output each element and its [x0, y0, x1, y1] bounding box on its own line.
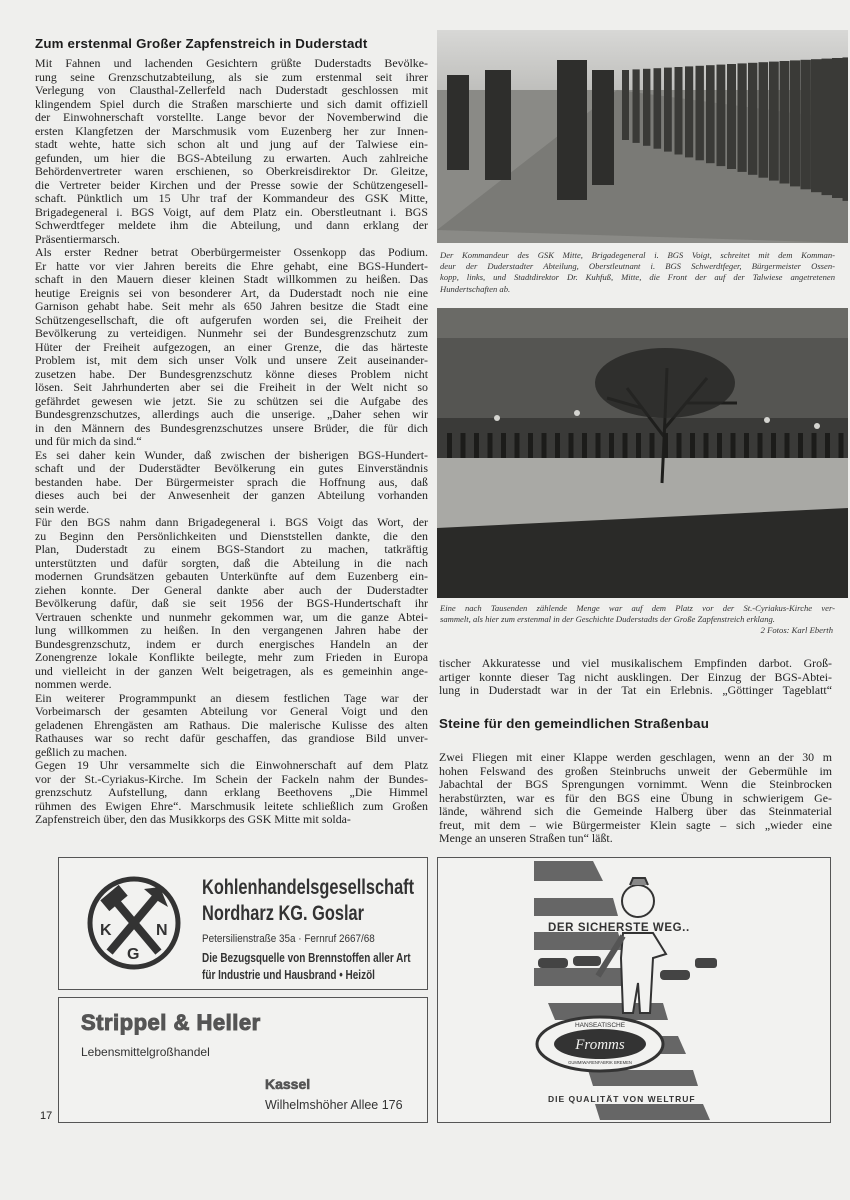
soldier-figure — [488, 433, 493, 458]
text-line: sammelt, als hier zum erstenmal in der Geschichte Duderstadts der Große Zapfenstreich erklang. — [440, 614, 775, 625]
ad-kohlenhandelsgesellschaft — [58, 857, 428, 990]
paragraph — [35, 692, 428, 760]
text-line: ersten Klangfetzen der Marschmusik vom Euzenberg her zur Innen- — [35, 124, 428, 138]
article2-title: Steine für den gemeindlichen Straßenbau — [439, 716, 710, 731]
text-line: vor der St.-Cyriakus-Kirche. Im Schein der Fackeln nahm der Bundes- — [35, 772, 428, 786]
soldier-figure — [675, 67, 683, 155]
text-line: lände, während sich die Gemeinde Halberg über das Steinmaterial — [439, 805, 832, 818]
fromms-headline: DER SICHERSTE WEG.. — [548, 922, 690, 934]
kgn-logo-icon — [86, 875, 182, 971]
fromms-oval-top: HANSEATISCHE — [574, 1022, 626, 1029]
logo-letter-k: K — [100, 922, 112, 939]
text-line: Er hatte vor vier Jahren bereits die Ehre gehabt, eine BGS-Hundert- — [35, 259, 428, 273]
text-line: modernen Grundsätzen gebauten Unterkünfte auf dem Euzenberg ein- — [35, 570, 428, 583]
text-line: und vielleicht in der ganzen Welt beigetragen, als es gemeinhin ange- — [35, 664, 428, 678]
soldier-figure — [622, 70, 629, 140]
text-line: die Vertreter beider Kirchen und der Presse sowie der Schützengesell- — [35, 178, 428, 192]
article-body-left — [35, 57, 428, 827]
text-line: Der Kommandeur des GSK Mitte, Brigadegeneral i. BGS Voigt, schreitet mit dem Komman- — [440, 250, 835, 260]
soldier-figure — [811, 59, 822, 192]
text-line: Zapfenstreich über, den das Musikkorps des GSK Mitte mit solda- — [35, 813, 351, 826]
soldier-figure — [609, 433, 614, 458]
ad-slogan-2: für Industrie und Hausbrand • Heizöl — [202, 968, 375, 982]
soldier-figure — [664, 68, 672, 152]
text-line: sein werde. — [35, 502, 90, 516]
article-title: Zum erstenmal Großer Zapfenstreich in Duderstadt — [35, 36, 368, 51]
soldier-figure — [650, 433, 655, 458]
text-line: zu Beginn den Persönlichkeiten und Dienststellen dankte, die den — [35, 529, 428, 543]
soldier-figure — [474, 433, 479, 458]
text-line: Bevölkerung zu verteidigen. Nunmehr sei der Bundesgrenzschutz zum — [35, 327, 428, 340]
text-line: in den Männern des Bundesgrenzschutzes unsere Brüder, die für dich — [35, 421, 428, 435]
text-line: schaft. Pünktlich um 15 Uhr traf der Kommandeur des GSK Mitte, — [35, 192, 428, 205]
soldier-figure — [780, 61, 790, 184]
soldier-figure — [832, 58, 843, 198]
text-line: stadt wehte, hatte sich schon alt und jung auf der Talwiese ein- — [35, 138, 428, 151]
ad-company-name: Strippel & Heller — [81, 1010, 261, 1035]
text-line: freut, mit dem – wie Bürgermeister Klein sagte – sich „wieder eine — [439, 818, 832, 832]
paragraph — [35, 246, 428, 449]
ad-street: Wilhelmshöher Allee 176 — [265, 1098, 403, 1112]
paragraph — [35, 57, 428, 246]
text-line: Problem ist, mit dem sich unser Volk und unsere Zeit auseinander- — [35, 354, 428, 367]
soldier-figure — [843, 57, 849, 201]
text-line: Zonengrenze lokale Konflikte beilegte, mehr zum Frieden in Europa — [35, 651, 428, 664]
ad-slogan-1: Die Bezugsquelle von Brennstoffen aller Art — [202, 951, 411, 965]
soldier-figure — [555, 433, 560, 458]
ad-city: Kassel — [265, 1076, 311, 1092]
soldier-figure — [569, 433, 574, 458]
text-line: nommen werde. — [35, 678, 112, 691]
text-line: bestanden habe. Der Bürgermeister sprach die Hoffnung aus, daß — [35, 475, 428, 489]
soldier-figure — [515, 433, 520, 458]
soldier-figure — [654, 68, 662, 149]
ad-address: Petersilienstraße 35a · Fernruf 2667/68 — [202, 933, 375, 945]
text-line: klingendem Spiel durch die Straßen marschierte und sich damit offiziell — [35, 97, 428, 111]
paragraph — [35, 449, 428, 517]
text-line: herabstürzten, war es für den BGS eine Übung in schwierigem Ge- — [439, 791, 832, 805]
soldier-figure — [636, 433, 641, 458]
text-line: heutige Ereignis sei von besonderer Art, da Duderstadt noch nie eine — [35, 286, 428, 300]
logo-letter-n: N — [156, 922, 168, 939]
text-line: Schützengesellschaft, die oft aufgerufen worden sei, die Freiheit der — [35, 313, 428, 327]
soldier-figure — [633, 69, 640, 142]
soldier-figure — [461, 433, 466, 458]
soldier-figure — [801, 60, 811, 190]
soldier-figure — [812, 433, 817, 458]
text-line: Bundesgrenzschutzes, allerdings auch die unserige. „Daher sehen wir — [35, 408, 428, 421]
soldier-figure — [738, 63, 747, 171]
soldier-figure — [825, 433, 830, 458]
photo1-caption — [440, 250, 835, 295]
text-line: Menge an unseren Straßen tun“ läßt. — [439, 832, 613, 845]
soldier-figure — [727, 64, 736, 169]
soldier-figure — [748, 63, 757, 175]
text-line: dieses auch bei der Anwesenheit der ganzen Abteilung vorhanden — [35, 489, 428, 502]
text-line: schaft in den Mauern dieser kleinen Stadt willkommen zu heißen. Das — [35, 273, 428, 286]
text-line: gefährdet gewesen wie jetzt. Sie zu schützen sei die Aufgabe des — [35, 394, 428, 408]
text-line: Verlegung von Clausthal-Zellerfeld nach Duderstadt geschlossen mit — [35, 84, 428, 97]
soldier-figure — [758, 433, 763, 458]
text-line: Als erster Redner betrat Oberbürgermeister Ossenkopp das Podium. — [35, 246, 428, 259]
fromms-oval-bottom: GUMMIWARENFABRIK BREMEN — [568, 1060, 632, 1065]
text-line: Es sei daher kein Wunder, daß zwischen der bisherigen BGS-Hundert- — [35, 448, 428, 462]
text-line: Gegen 19 Uhr versammelte sich die Einwohnerschaft auf dem Platz — [35, 759, 428, 772]
article-body-right — [439, 657, 832, 698]
soldier-figure — [822, 59, 833, 196]
soldier-figure — [623, 433, 628, 458]
photo-credit: 2 Fotos: Karl Eberth — [760, 625, 833, 635]
text-line: Für den BGS nahm dann Brigadegeneral i. BGS Voigt das Wort, der — [35, 516, 428, 529]
soldier-figure — [717, 433, 722, 458]
ad-company-name: Kohlenhandelsgesellschaft — [202, 876, 415, 899]
soldier-figure — [542, 433, 547, 458]
soldier-figure — [759, 62, 769, 178]
text-line: tischer Akkuratesse und viel musikalischem Empfinden darbot. Groß- — [439, 657, 832, 670]
text-line: artiger konnte dieser Tag nicht ausklingen. Der Einzug der BGS-Abtei- — [439, 670, 832, 684]
soldier-figure — [582, 433, 587, 458]
page-number: 17 — [40, 1110, 53, 1122]
text-line: Jabachtal der BGS Sprengungen vornimmt. Wenn die Steinbrocken — [439, 778, 832, 791]
ad-fromms — [437, 857, 831, 1123]
text-line: Hundertschaften ab. — [440, 283, 511, 294]
text-line: Vorbeimarsch der gesamten Abteilung vor General Voigt und den — [35, 705, 428, 718]
text-line: Behördenvertreter waren erschienen, so Oberkreisdirektor Dr. Gleitze, — [35, 165, 428, 178]
soldier-figure — [771, 433, 776, 458]
soldier-figure — [501, 433, 506, 458]
text-line: der Einwohnerschaft vorstellte. Lange bevor der Novemberwind die — [35, 111, 428, 124]
ad-strippel-heller — [58, 997, 428, 1123]
soldier-figure — [769, 62, 779, 181]
text-line: grenzschutz Aufstellung, dann erklang Beethovens „Die Himmel — [35, 786, 428, 799]
text-line: geladenen Ehrengästen am Rathaus. Die malerische Kulisse des alten — [35, 718, 428, 732]
photo2-caption — [440, 603, 835, 625]
soldier-figure — [798, 433, 803, 458]
text-line: gefunden, um hier die BGS-Abteilung zu erwarten. Auch zahlreiche — [35, 151, 428, 165]
article2-body — [439, 751, 832, 846]
text-line: rühmen des Ewigen Ehre“. Marschmusik leitete schließlich zum Großen — [35, 799, 428, 813]
text-line: Zwei Fliegen mit einer Klappe werden geschlagen, wenn an der 30 m — [439, 751, 832, 764]
text-line: lösen. Seit Jahrhunderten aber sei die Freiheit in der Welt nicht so — [35, 381, 428, 394]
ad-company-location: Nordharz KG. Goslar — [202, 902, 365, 925]
text-line: lung willkommen zu heißen. In den vergangenen Jahren habe der — [35, 624, 428, 637]
text-line: Garnison gehabt habe. Seit mehr als 650 Jahren besitze die Stadt eine — [35, 300, 428, 313]
text-line: Präsentiermarsch. — [35, 232, 120, 246]
text-line: ziehen konnte. Der General dankte aber auch der Duderstadter — [35, 583, 428, 597]
soldier-figure — [643, 69, 650, 146]
text-line: kopp, links, und Stadtdirektor Dr. Kuhfuß, Mitte, die Front der auf der Talwiese angetretenen — [440, 272, 835, 283]
fromms-tagline: DIE QUALITÄT VON WELTRUF — [548, 1094, 696, 1104]
soldier-figure — [706, 65, 715, 163]
ad-subtitle: Lebensmittelgroßhandel — [81, 1045, 210, 1059]
text-line: Plan, Duderstadt zu einem BGS-Standort zu machen, tatkräftig — [35, 543, 428, 556]
text-line: hohen Felswand des großen Steinbruchs unweit der Gebermühle im — [439, 764, 832, 778]
soldier-figure — [663, 433, 668, 458]
text-line: und für mich da sind.“ — [35, 435, 142, 448]
photo-parade-talwiese — [437, 30, 848, 243]
soldier-figure — [731, 433, 736, 458]
text-line: Ein weiterer Programmpunkt an diesem festlichen Tage war der — [35, 691, 428, 705]
soldier-figure — [744, 433, 749, 458]
text-line: deur der Duderstadter Abteilung, Oberstleutnant i. BGS Schwerdtfeger, Bürgermeister Ossen- — [440, 261, 835, 272]
text-line: geßlich zu machen. — [35, 745, 128, 759]
soldier-figure — [447, 433, 452, 458]
photo-zapfenstreich-night — [437, 308, 848, 598]
soldier-figure — [696, 66, 704, 161]
soldier-figure — [677, 433, 682, 458]
text-line: Rathauses war so recht dafür geschaffen, das grandiose Bild unver- — [35, 732, 428, 745]
text-line: Brigadegeneral i. BGS Voigt, auf dem Platz ein. Oberstleutnant i. BGS — [35, 205, 428, 219]
text-line: Vertrauen schenkte und nunmehr gekommen war, um die ganze Abtei- — [35, 610, 428, 624]
soldier-figure — [704, 433, 709, 458]
text-line: zusetzen habe. Der Bundesgrenzschutz könne dieses Problem nicht — [35, 367, 428, 381]
logo-letter-g: G — [127, 946, 140, 963]
paragraph — [35, 759, 428, 827]
soldier-figure — [790, 60, 800, 186]
paragraph — [35, 516, 428, 692]
text-line: lung in Duderstadt war in der Tat ein Erlebnis. „Göttinger Tageblatt“ — [439, 684, 832, 697]
soldier-figure — [717, 65, 726, 167]
soldier-figure — [785, 433, 790, 458]
soldier-figure — [528, 433, 533, 458]
text-line: Mit Fahnen und lachenden Gesichtern grüßte Duderstadts Bevölke- — [35, 57, 428, 70]
text-line: Bevölkerung dafür, daß sie seit 1956 der BGS-Hundertschaft ihr — [35, 597, 428, 610]
text-line: Bundesgrenzschutz, indem er durch energisches Handeln an der — [35, 637, 428, 651]
fromms-brand: Fromms — [575, 1037, 625, 1053]
text-line: Eine nach Tausenden zählende Menge war auf dem Platz vor der St.-Cyriakus-Kirche ver- — [440, 603, 835, 613]
text-line: rung seine Grenzschutzabteilung, als sie zum erstenmal seit ihrer — [35, 70, 428, 84]
text-line: schaft und der Duderstädter Bevölkerung ein gutes Einverständnis — [35, 462, 428, 475]
soldier-figure — [690, 433, 695, 458]
text-line: Schwerdtfeger meldete ihm die Abteilung, und dann erklang der — [35, 219, 428, 232]
text-line: unterstützten und dafür sorgten, daß die Abteilung in die nach — [35, 556, 428, 570]
text-line: Hüter der Freiheit aufgezogen, an einer Grenze, die das härteste — [35, 340, 428, 354]
soldier-figure — [685, 66, 693, 157]
soldier-figure — [596, 433, 601, 458]
soldier-figure — [839, 433, 844, 458]
